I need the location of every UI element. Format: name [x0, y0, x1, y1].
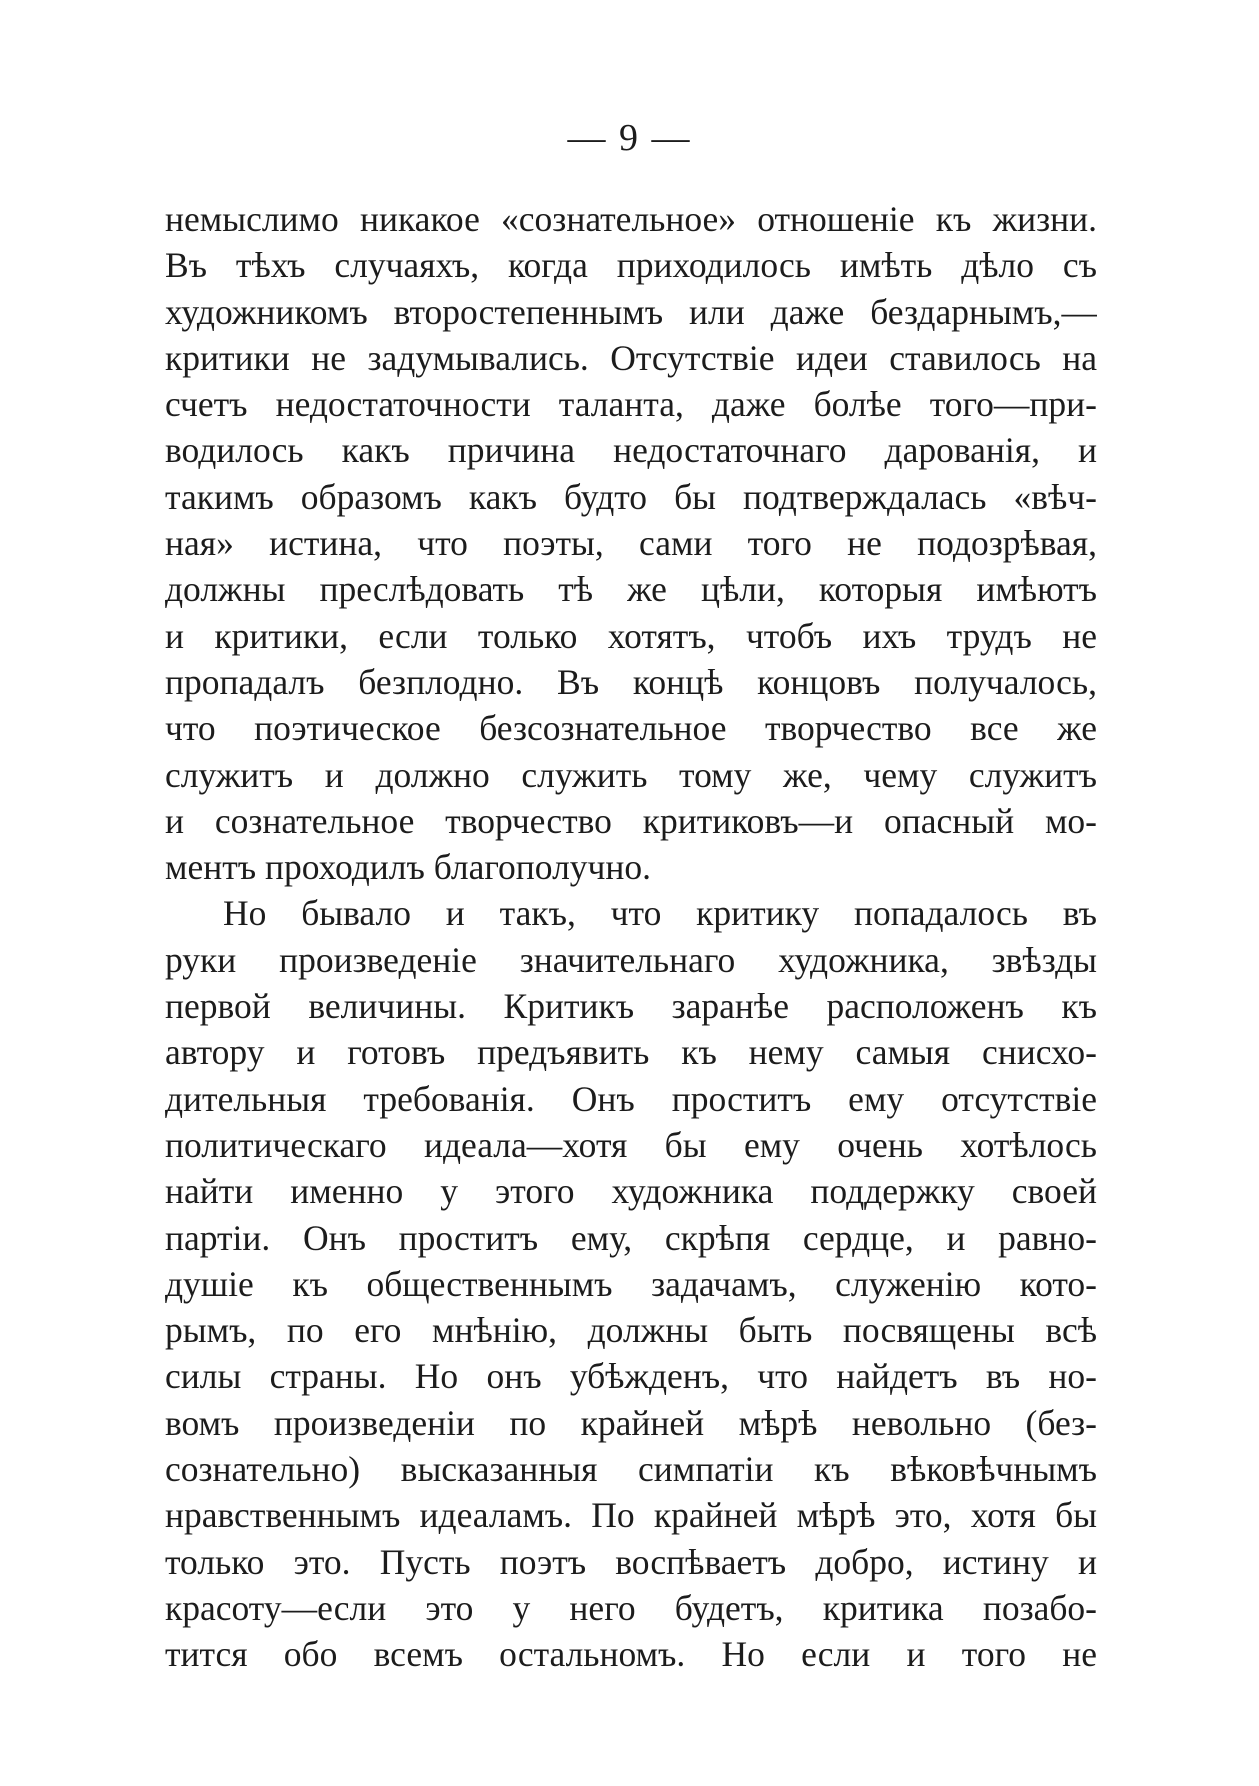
- text-line: водилось какъ причина недостаточнаго дарованiя, и: [165, 430, 1097, 471]
- text-line: Въ тѣхъ случаяхъ, когда приходилось имѣть дѣло съ: [165, 245, 1097, 286]
- text-line: руки произведенiе значительнаго художника, звѣзды: [165, 939, 1097, 980]
- text-line: критики не задумывались. Отсутствiе идеи ставилось на: [165, 337, 1097, 378]
- paragraph-start-line: Но бывало и такъ, что критику попадалось въ: [223, 893, 1097, 934]
- text-line: немыслимо никакое «сознательное» отношенiе къ жизни.: [165, 199, 1097, 239]
- text-line: найти именно у этого художника поддержку своей: [165, 1171, 1097, 1212]
- text-line: пропадалъ безплодно. Въ концѣ концовъ получалось,: [165, 661, 1097, 702]
- text-line: должны преслѣдовать тѣ же цѣли, которыя имѣютъ: [165, 569, 1097, 610]
- text-line: ная» истина, что поэты, сами того не подозрѣвая,: [165, 523, 1097, 564]
- text-line: только это. Пусть поэтъ воспѣваетъ добро, истину и: [165, 1541, 1097, 1582]
- text-line: такимъ образомъ какъ будто бы подтверждалась «вѣч-: [165, 476, 1097, 517]
- text-line: силы страны. Но онъ убѣжденъ, что найдетъ въ но-: [165, 1356, 1097, 1397]
- body-text: [165, 196, 1097, 1678]
- text-line: нравственнымъ идеаламъ. По крайней мѣрѣ это, хотя бы: [165, 1495, 1097, 1536]
- text-line: душiе къ общественнымъ задачамъ, служенiю кото-: [165, 1263, 1097, 1304]
- text-line: служитъ и должно служить тому же, чему служитъ: [165, 754, 1097, 795]
- text-line: красоту—если это у него будетъ, критика позабо-: [165, 1587, 1097, 1628]
- paragraph-end-line: ментъ проходилъ благополучно.: [165, 847, 652, 888]
- page-number: — 9 —: [567, 117, 692, 159]
- text-line: и сознательное творчество критиковъ—и опасный мо-: [165, 800, 1097, 841]
- text-line: счетъ недостаточности таланта, даже болѣе того—при-: [165, 384, 1097, 425]
- text-line: автору и готовъ предъявить къ нему самыя снисхо-: [165, 1032, 1097, 1073]
- text-line: рымъ, по его мнѣнiю, должны быть посвящены всѣ: [165, 1310, 1097, 1351]
- text-line: политическаго идеала—хотя бы ему очень хотѣлось: [165, 1124, 1097, 1165]
- text-line: сознательно) высказанныя симпатiи къ вѣковѣчнымъ: [165, 1449, 1097, 1490]
- text-line: и критики, если только хотятъ, чтобъ ихъ трудъ не: [165, 615, 1097, 656]
- text-line: партiи. Онъ проститъ ему, скрѣпя сердце, и равно-: [165, 1217, 1097, 1258]
- text-line: первой величины. Критикъ заранѣе расположенъ къ: [165, 986, 1097, 1027]
- text-line: тится обо всемъ остальномъ. Но если и того не: [165, 1634, 1097, 1675]
- text-line: что поэтическое безсознательное творчество все же: [165, 708, 1097, 749]
- text-line: вомъ произведенiи по крайней мѣрѣ невольно (без-: [165, 1402, 1097, 1443]
- text-line: дительныя требованiя. Онъ проститъ ему отсутствiе: [165, 1078, 1097, 1119]
- text-line: художникомъ второстепеннымъ или даже бездарнымъ,—: [165, 291, 1097, 332]
